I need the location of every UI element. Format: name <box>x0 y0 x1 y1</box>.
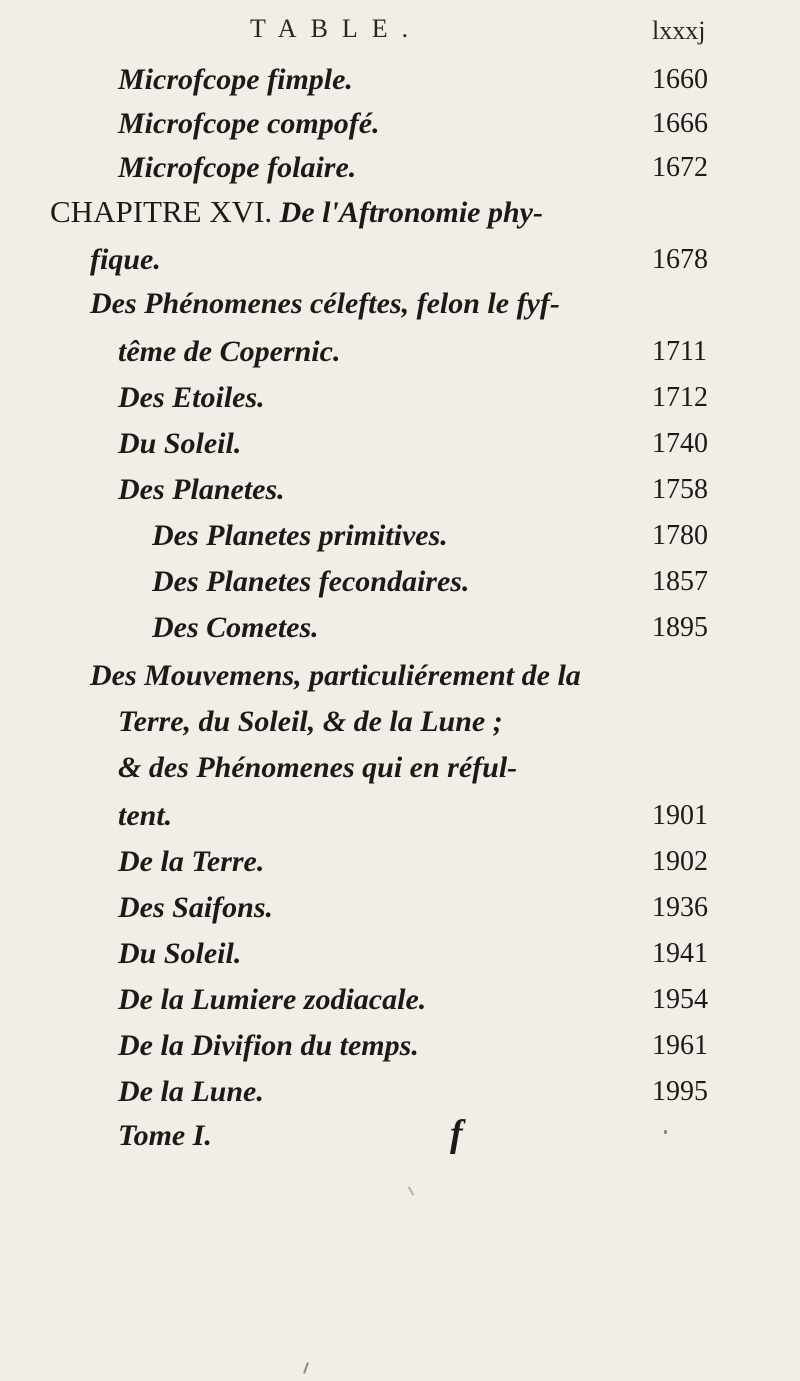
toc-entry: De la Lune. <box>118 1075 264 1108</box>
toc-page-number: 1936 <box>652 892 708 923</box>
toc-entry: De la Lumiere zodiacale. <box>118 983 427 1016</box>
toc-page-number: 1941 <box>652 938 708 969</box>
toc-entry: Du Soleil. <box>118 427 242 460</box>
chapter-heading <box>50 192 543 233</box>
volume-label: Tome I. <box>118 1119 212 1152</box>
paper-speck <box>303 1362 309 1374</box>
paper-speck <box>408 1186 415 1196</box>
toc-page-number: 1995 <box>652 1076 708 1107</box>
toc-entry: Des Planetes primitives. <box>152 519 448 552</box>
toc-page-number: 1901 <box>652 800 708 831</box>
toc-entry: Des Planetes. <box>118 473 285 506</box>
toc-page-number: 1780 <box>652 520 708 551</box>
toc-page-number: 1857 <box>652 566 708 597</box>
toc-entry: Microfcope fimple. <box>118 63 353 96</box>
toc-entry: De la Divifion du temps. <box>118 1029 419 1062</box>
chapter-label: CHAPITRE XVI. <box>50 194 273 229</box>
toc-entry: Du Soleil. <box>118 937 242 970</box>
toc-entry: Des Phénomenes céleftes, felon le fyf- <box>90 287 560 320</box>
toc-entry: tent. <box>118 799 173 832</box>
toc-page-number: 1712 <box>652 382 708 413</box>
toc-page-number: 1954 <box>652 984 708 1015</box>
running-title: TABLE. <box>250 14 423 43</box>
toc-entry: fique. <box>90 243 161 276</box>
toc-page-number: 1660 <box>652 64 708 95</box>
paper-speck <box>664 1130 667 1134</box>
toc-page-number: 1672 <box>652 152 708 183</box>
toc-page-number: 1678 <box>652 244 708 275</box>
toc-entry: & des Phénomenes qui en réful- <box>118 751 518 784</box>
toc-entry: De la Terre. <box>118 845 265 878</box>
toc-page-number: 1902 <box>652 846 708 877</box>
page-number: lxxxj <box>652 16 706 45</box>
toc-entry: Microfcope folaire. <box>118 151 357 184</box>
toc-entry: Des Cometes. <box>152 611 319 644</box>
toc-entry: Des Mouvemens, particuliérement de la <box>90 659 581 692</box>
toc-page-number: 1666 <box>652 108 708 139</box>
toc-entry: tême de Copernic. <box>118 335 341 368</box>
toc-page-number: 1740 <box>652 428 708 459</box>
toc-page-number: 1895 <box>652 612 708 643</box>
toc-entry: Microfcope compofé. <box>118 107 380 140</box>
toc-entry: Des Planetes fecondaires. <box>152 565 470 598</box>
toc-entry: Des Etoiles. <box>118 381 265 414</box>
toc-page-number: 1961 <box>652 1030 708 1061</box>
toc-page-number: 1711 <box>652 336 707 367</box>
toc-entry: Des Saifons. <box>118 891 274 924</box>
chapter-title: De l'Aftronomie phy- <box>279 196 543 229</box>
toc-page-number: 1758 <box>652 474 708 505</box>
gathering-signature: f <box>450 1113 463 1155</box>
toc-entry: Terre, du Soleil, & de la Lune ; <box>118 705 503 738</box>
